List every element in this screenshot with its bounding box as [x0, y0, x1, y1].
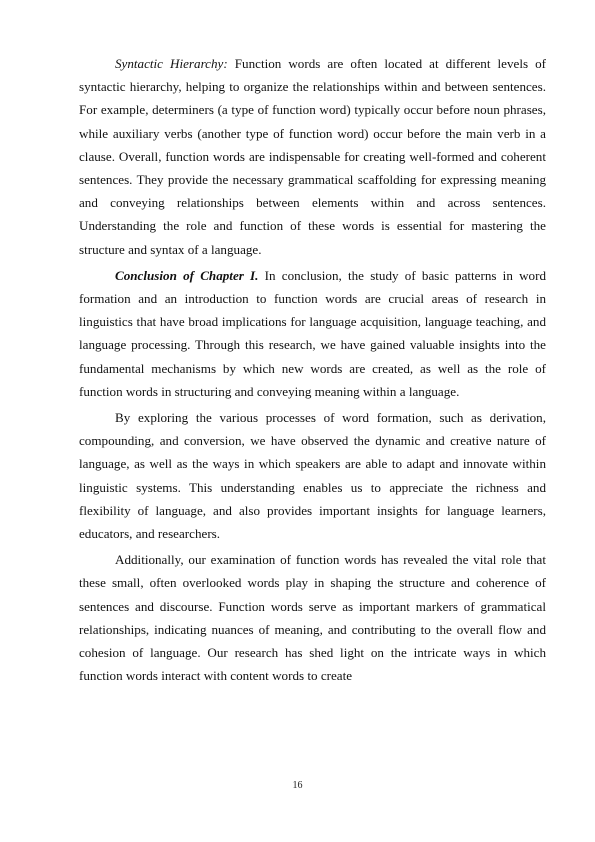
paragraph-body-conclusion: In conclusion, the study of basic patterns in word formation and an introduction to function words are crucial areas of research in linguistics that have broad implications for language acquisition, language teaching, and language processing. Through this research, we have gained valuable insights into the fundamental mechanisms by which new words are created, as well as the role of function words in structuring and conveying meaning within a language.	[79, 267, 546, 399]
paragraph-word-formation	[79, 406, 546, 545]
paragraph-body-syntactic-hierarchy: Function words are often located at different levels of syntactic hierarchy, helping to organize the relationships within and between sentences. For example, determiners (a type of function word) typically occur before noun phrases, while auxiliary verbs (another type of function word) occur before the main verb in a clause. Overall, function words are indispensable for creating well-formed and coherent sentences. They provide the necessary grammatical scaffolding for expressing meaning and conveying relationships between elements within and across sentences. Understanding the role and function of these words is essential for mastering the structure and syntax of a language.	[79, 56, 547, 257]
paragraph-syntactic-hierarchy	[79, 52, 546, 261]
paragraph-body-function-words: Additionally, our examination of function words has revealed the vital role that these small, often overlooked words play in shaping the structure and coherence of sentences and discourse. Function words serve as important markers of grammatical relationships, indicating nuances of meaning, and contributing to the overall flow and cohesion of language. Our research has shed light on the intricate ways in which function words interact with content words to create	[79, 552, 546, 684]
paragraph-lead-conclusion: Conclusion of Chapter I.	[115, 267, 259, 283]
page-number: 16	[292, 780, 303, 791]
paragraph-lead-syntactic-hierarchy: Syntactic Hierarchy:	[115, 56, 228, 71]
paragraph-conclusion-chapter-1	[79, 264, 546, 403]
document-page	[79, 52, 546, 687]
paragraph-body-word-formation: By exploring the various processes of word formation, such as derivation, compounding, and conversion, we have observed the dynamic and creative nature of language, as well as the ways in which speakers are able to adapt and innovate within linguistic systems. This understanding enables us to appreciate the richness and flexibility of language, and also provides important insights for language learners, educators, and researchers.	[79, 410, 546, 542]
paragraph-function-words	[79, 548, 546, 687]
